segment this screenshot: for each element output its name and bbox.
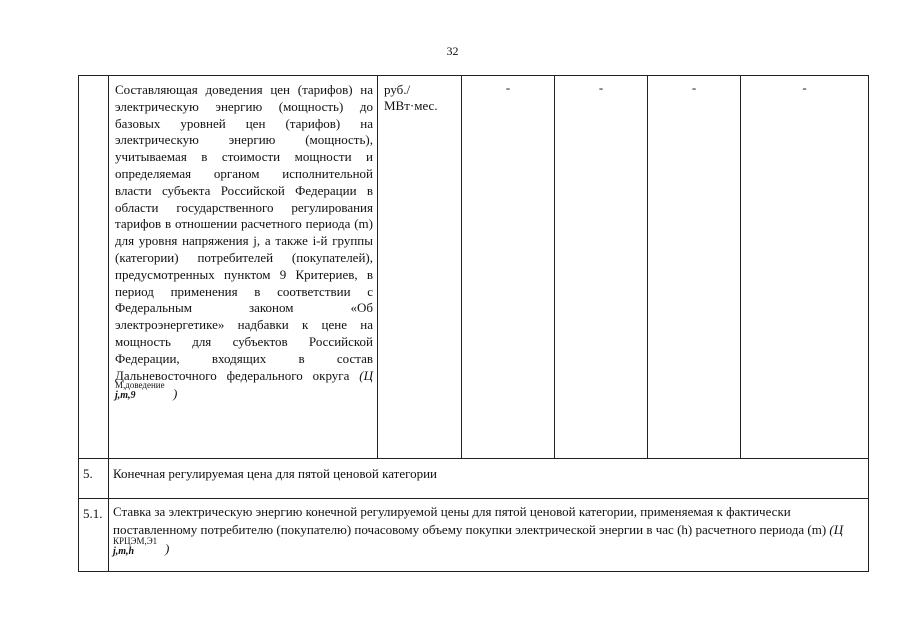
value-cell-2: - [555, 76, 648, 459]
description-cell [109, 76, 378, 459]
value-cell-1: - [462, 76, 555, 459]
row-number-cell [79, 76, 109, 459]
table-row-component [79, 76, 869, 459]
row-number: 5.1. [79, 499, 109, 572]
formula-symbol: (Ц КРЦЭМ,Э1 j,m,h ) [113, 522, 844, 557]
description-text: Составляющая доведения цен (тарифов) на электрическую энергию (мощность) до базовых уровней цен (тарифов) на электрическую энергию (мощность), учитываемая в стоимости мощности и определяемая органом исполнительной власти субъекта Российской Федерации в области государственного регулирования тарифов в отношении расчетного периода (m) для уровня напряжения j, а также i-й группы (категории) потребителей (покупателей), предусмотренных пунктом 9 Критериев, в период применения в соответствии с Федеральным законом «Об электроэнергетике» надбавки к цене на мощность для субъектов Российской Федерации, входящих в состав Дальневосточного федерального округа [115, 82, 373, 383]
section-heading: Конечная регулируемая цена для пятой ценовой категории [109, 459, 869, 499]
table-row-5 [79, 459, 869, 499]
value-cell-4: - [741, 76, 869, 459]
table-row-5-1 [79, 499, 869, 572]
row-number: 5. [79, 459, 109, 499]
unit-cell: руб./ МВт·мес. [378, 76, 462, 459]
page-number: 32 [446, 44, 459, 58]
formula-symbol: (Ц М,доведение j,m,9 ) [115, 367, 374, 402]
rate-description [109, 499, 869, 572]
value-cell-3: - [648, 76, 741, 459]
rate-text: Ставка за электрическую энергию конечной регулируемой цены для пятой ценовой категории, применяемая к фактически поставленному потребителю (покупателю) почасовому объему покупки электрической энергии в час (h) расчетного периода (m) [113, 504, 827, 537]
tariff-table [78, 75, 869, 572]
